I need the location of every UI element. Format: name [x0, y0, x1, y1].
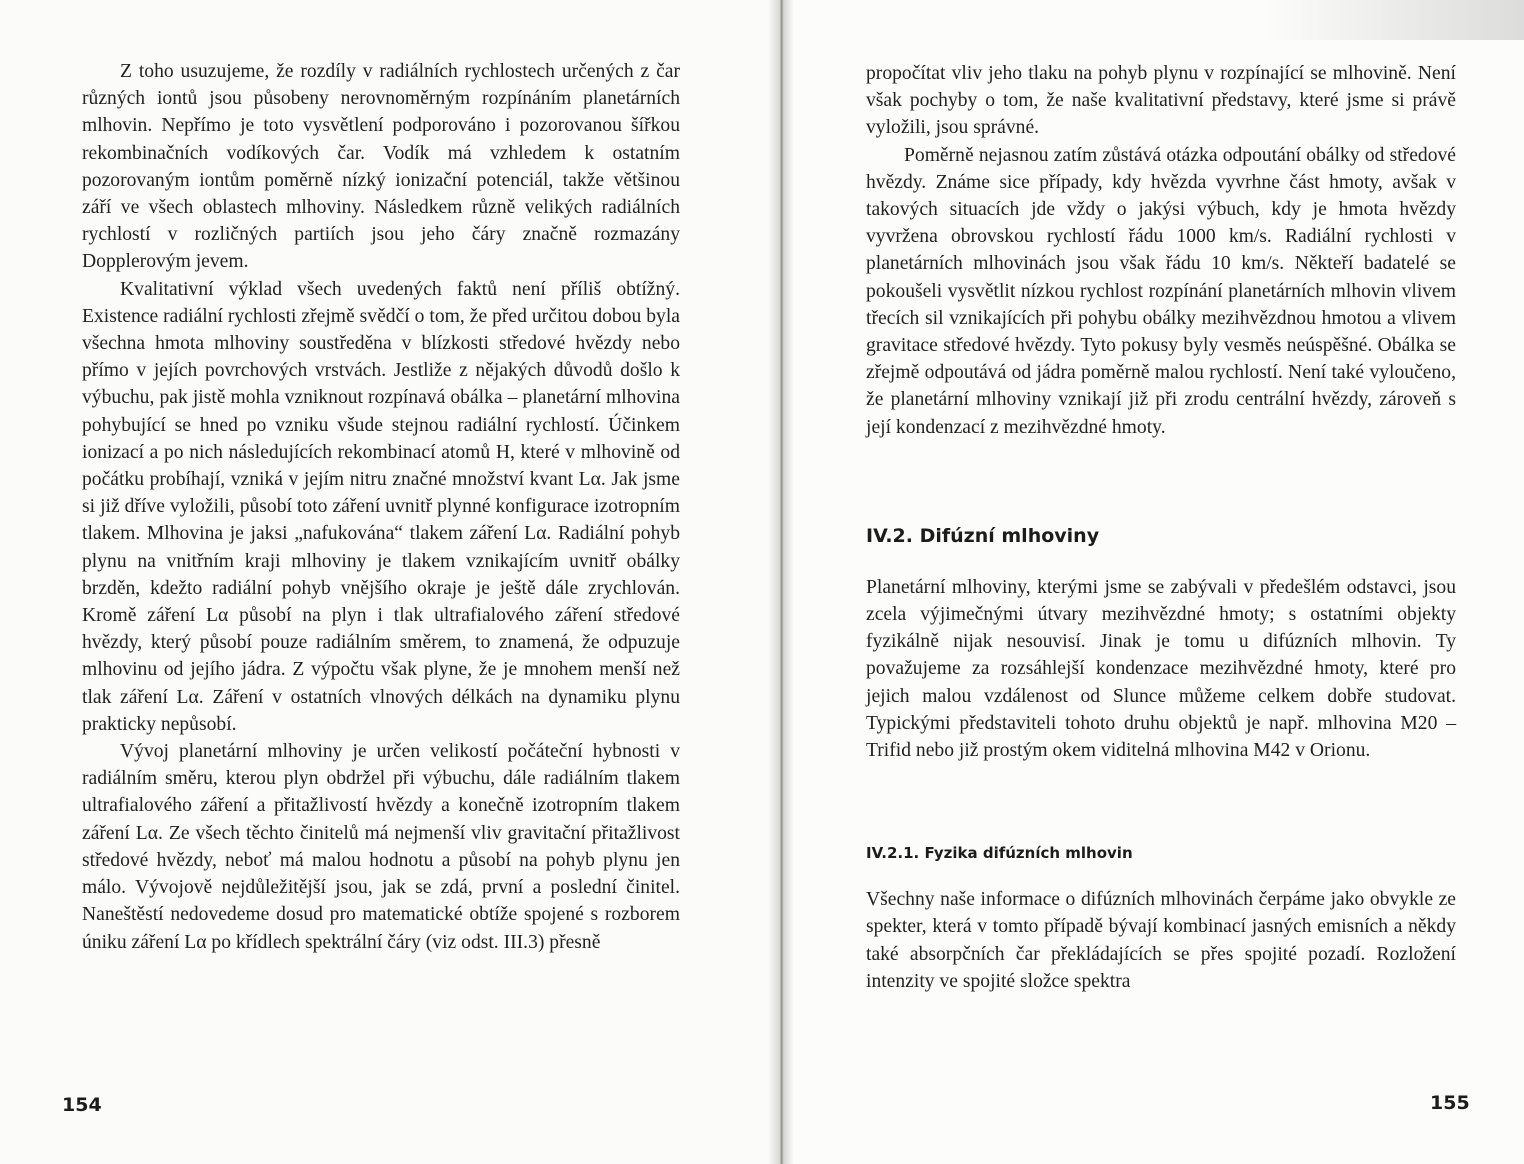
section-heading: IV.2. Difúzní mlhoviny [866, 524, 1100, 547]
subsection-paragraph: Všechny naše informace o difúzních mlhovinách čerpáme jako obvykle ze spekter, která v tomto případě bývají kombinací jasných emisních a někdy také absorpčních čar překládajících se přes spojité pozadí. Rozložení intenzity ve spojité složce spektra [866, 889, 1456, 992]
right-page-number: 155 [1430, 1092, 1470, 1114]
right-page [780, 0, 1524, 1164]
right-paragraph-2: Poměrně nejasnou zatím zůstává otázka odpoutání obálky od středové hvězdy. Známe sice případy, kdy hvězda vyvrhne část hmoty, avšak v takových situacích jde vždy o jakýsi výbuch, kdy je hmota hvězdy vyvržena obrovskou rychlostí řádu 1000 km/s. Radiální rychlosti v planetárních mlhovinách jsou však řádu 10 km/s. Někteří badatelé se pokoušeli vysvětlit nízkou rychlost rozpínání planetárních mlhovin vlivem třecích sil vznikajících při pohybu obálky mezihvězdnou hmotou a vlivem gravitace středové hvězdy. Tyto pokusy byly vesměs neúspěšné. Obálka se zřejmě odpoutává od jádra poměrně malou rychlostí. Není také vyloučeno, že planetární mlhoviny vznikají již při zrodu centrální hvězdy, zároveň s její kondenzací z mezihvězdné hmoty. [866, 144, 1456, 438]
right-text-column [866, 60, 1456, 995]
book-gutter [768, 0, 794, 1164]
left-page-number: 154 [62, 1094, 102, 1116]
left-paragraph-2: Kvalitativní výklad všech uvedených faktů není příliš obtížný. Existence radiální rychlosti zřejmě svědčí o tom, že před určitou dobou byla všechna hmota mlhoviny soustředěna v blízkosti středové hvězdy nebo přímo v jejích povrchových vrstvách. Jestliže z nějakých důvodů došlo k výbuchu, pak jistě mohla vzniknout rozpínavá obálka – planetární mlhovina pohybující se hned po vzniku všude stejnou radiální rychlostí. Účinkem ionizací a po nich následujících rekombinací atomů H, které v mlhovině od počátku probíhají, vzniká v jejím nitru značné množství kvant Lα. Jak jsme si již dříve vyložili, působí toto záření uvnitř plynné konfigurace izotropním tlakem. Mlhovina je jaksi „nafukována“ tlakem záření Lα. Radiální pohyb plynu na vnitřním kraji mlhoviny je tlakem vznikajícím uvnitř obálky brzděn, kdežto radiální pohyb vnějšího okraje je ještě dále zrychlován. Kromě záření Lα působí na plyn i tlak ultrafialového záření středové hvězdy, který působí pouze radiálním směrem, to znamená, že odpuzuje mlhovinu od jejího jádra. Z výpočtu však plyne, že je mnohem menší než tlak záření Lα. Záření v ostatních vlnových délkách na dynamiku plynu prakticky nepůsobí. [82, 278, 680, 735]
scan-corner-shadow [1264, 0, 1524, 40]
subsection-heading: IV.2.1. Fyzika difúzních mlhovin [866, 844, 1133, 863]
left-paragraph-3: Vývoj planetární mlhoviny je určen velikostí počáteční hybnosti v radiálním směru, kterou plyn obdržel při výbuchu, dále radiálním tlakem ultrafialového záření a přitažlivostí hvězdy a konečně izotropním tlakem záření Lα. Ze všech těchto činitelů má nejmenší vliv gravitační přitažlivost středové hvězdy, neboť má malou hodnotu a působí na pohyb plynu jen málo. Vývojově nejdůležitější jsou, jak se zdá, první a poslední činitel. Naneštěstí nedovedeme dosud pro matematické obtíže spojené s rozborem úniku záření Lα po křídlech spektrální čáry (viz odst. III.3) přesně [82, 741, 680, 953]
left-text-column [82, 58, 680, 956]
left-paragraph-1: Z toho usuzujeme, že rozdíly v radiálních rychlostech určených z čar různých iontů jsou působeny nerovnoměrným rozpínáním planetárních mlhovin. Nepřímo je toto vysvětlení podporováno i pozorovanou šířkou rekombinačních vodíkových čar. Vodík má vzhledem k ostatním pozorovaným iontům poměrně nízký ionizační potenciál, takže většinou září ve všech oblastech mlhoviny. Následkem různě velikých radiálních rychlostí v rozličných partiích jsou jeho čáry značně rozmazány Dopplerovým jevem. [82, 61, 680, 273]
right-paragraph-1: propočítat vliv jeho tlaku na pohyb plynu v rozpínající se mlhovině. Není však pochyby o tom, že naše kvalitativní představy, které jsme si právě vyložili, jsou správné. [866, 63, 1456, 139]
section-paragraph: Planetární mlhoviny, kterými jsme se zabývali v předešlém odstavci, jsou zcela výjimečnými útvary mezihvězdné hmoty; s ostatními objekty fyzikálně nijak nesouvisí. Jinak je tomu u difúzních mlhovin. Ty považujeme za rozsáhlejší kondenzace mezihvězdné hmoty, které pro jejich malou vzdálenost od Slunce můžeme celkem dobře studovat. Typickými představiteli tohoto druhu objektů je např. mlhovina M20 – Trifid nebo již prostým okem viditelná mlhovina M42 v Orionu. [866, 576, 1456, 762]
